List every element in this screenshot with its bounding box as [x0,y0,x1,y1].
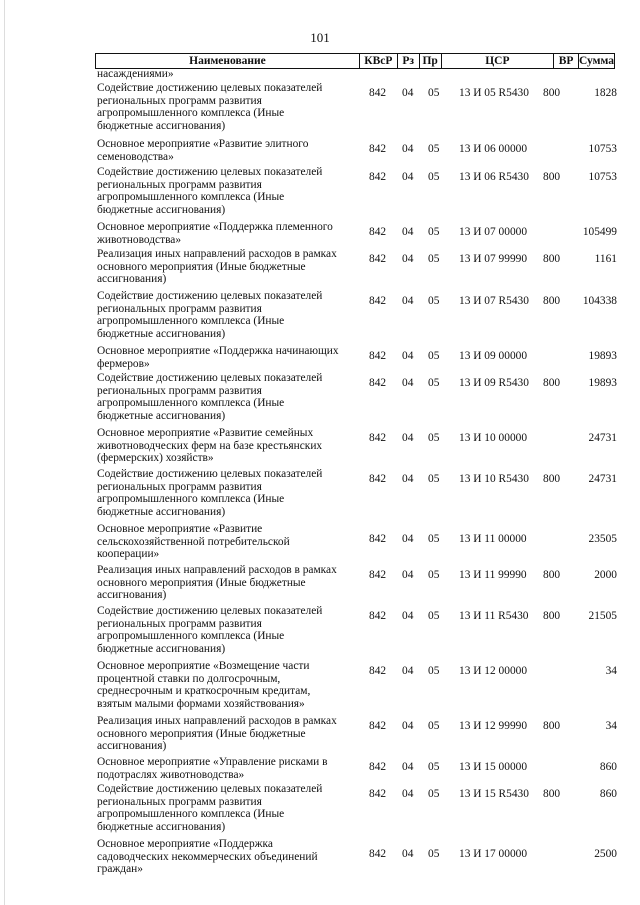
row-name: Содействие достижению целевых показателей региональных программ развития агропромышленного комплекса (Иные бюджетные ассигнования) [97,783,323,833]
row-name: Содействие достижению целевых показателей региональных программ развития агропромышленного комплекса (Иные бюджетные ассигнования) [97,372,323,422]
row-csr: 13 И 10 R5430 [459,473,529,485]
row-name: Основное мероприятие «Развитие сельскохозяйственной потребительской кооперации» [97,523,290,560]
row-vr: 800 [543,610,561,622]
row-rz: 04 [402,533,414,545]
row-kvsr: 842 [369,848,387,860]
row-pr: 05 [428,432,440,444]
row-pr: 05 [428,610,440,622]
row-kvsr: 842 [369,295,387,307]
row-rz: 04 [402,253,414,265]
row-rz: 04 [402,761,414,773]
row-rz: 04 [402,432,414,444]
row-vr: 800 [543,87,561,99]
row-rz: 04 [402,87,414,99]
row-rz: 04 [402,350,414,362]
row-sum: 24731 [588,473,617,485]
row-sum: 104338 [582,295,617,307]
row-pr: 05 [428,253,440,265]
row-kvsr: 842 [369,720,387,732]
row-kvsr: 842 [369,350,387,362]
row-rz: 04 [402,143,414,155]
row-csr: 13 И 07 99990 [459,253,528,265]
row-rz: 04 [402,720,414,732]
row-vr: 800 [543,569,561,581]
table-header [95,53,615,69]
row-kvsr: 842 [369,761,387,773]
row-kvsr: 842 [369,610,387,622]
header-rz: Рз [398,54,420,68]
row-sum: 24731 [588,432,617,444]
row-vr: 800 [543,171,561,183]
row-name: Основное мероприятие «Управление рисками в подотраслях животноводства» [97,756,328,781]
row-sum: 34 [605,665,617,677]
row-sum: 860 [599,788,617,800]
row-pr: 05 [428,761,440,773]
row-sum: 1161 [594,253,617,265]
row-pr: 05 [428,665,440,677]
row-kvsr: 842 [369,473,387,485]
row-csr: 13 И 17 00000 [459,848,528,860]
row-sum: 2500 [594,848,617,860]
row-csr: 13 И 11 99990 [459,569,527,581]
header-kvsr: КВсР [360,54,398,68]
row-kvsr: 842 [369,533,387,545]
row-vr: 800 [543,377,561,389]
row-csr: 13 И 15 00000 [459,761,528,773]
row-sum: 21505 [588,610,617,622]
row-sum: 23505 [588,533,617,545]
row-kvsr: 842 [369,143,387,155]
row-sum: 10753 [588,171,617,183]
row-sum: 860 [599,761,617,773]
row-pr: 05 [428,226,440,238]
row-sum: 105499 [582,226,617,238]
row-sum: 19893 [588,350,617,362]
row-name: Реализация иных направлений расходов в рамках основного мероприятия (Иные бюджетные ассигнования) [97,715,337,752]
row-name: Содействие достижению целевых показателей региональных программ развития агропромышленного комплекса (Иные бюджетные ассигнования) [97,82,323,132]
row-pr: 05 [428,788,440,800]
header-sum: Сумма [579,55,614,67]
row-sum: 10753 [588,143,617,155]
row-kvsr: 842 [369,788,387,800]
row-kvsr: 842 [369,226,387,238]
row-rz: 04 [402,473,414,485]
row-kvsr: 842 [369,253,387,265]
page-number: 101 [310,30,330,45]
row-csr: 13 И 15 R5430 [459,788,529,800]
row-csr: 13 И 09 R5430 [459,377,529,389]
row-csr: 13 И 12 99990 [459,720,528,732]
row-rz: 04 [402,848,414,860]
row-name: Основное мероприятие «Поддержка начинающих фермеров» [97,345,339,370]
row-csr: 13 И 10 00000 [459,432,528,444]
row-csr: 13 И 11 00000 [459,533,527,545]
row-rz: 04 [402,788,414,800]
row-pr: 05 [428,473,440,485]
row-kvsr: 842 [369,377,387,389]
row-pr: 05 [428,87,440,99]
row-csr: 13 И 12 00000 [459,665,528,677]
scan-margin-line [4,0,5,905]
row-rz: 04 [402,665,414,677]
row-pr: 05 [428,143,440,155]
row-csr: 13 И 11 R5430 [459,610,529,622]
row-name: Основное мероприятие «Развитие элитного семеноводства» [97,138,309,163]
row-kvsr: 842 [369,665,387,677]
row-csr: 13 И 09 00000 [459,350,528,362]
row-csr: 13 И 07 R5430 [459,295,529,307]
row-name: Реализация иных направлений расходов в рамках основного мероприятия (Иные бюджетные ассигнования) [97,564,337,601]
header-csr: ЦСР [442,54,555,68]
row-csr: 13 И 06 R5430 [459,171,529,183]
row-pr: 05 [428,569,440,581]
row-name: Основное мероприятие «Развитие семейных животноводческих ферм на базе крестьянских (фермерских) хозяйств» [97,427,323,464]
row-name: Содействие достижению целевых показателей региональных программ развития агропромышленного комплекса (Иные бюджетные ассигнования) [97,166,323,216]
row-rz: 04 [402,295,414,307]
row-csr: 13 И 05 R5430 [459,87,529,99]
continuation-text: насаждениями» [97,68,174,80]
row-name: Содействие достижению целевых показателей региональных программ развития агропромышленного комплекса (Иные бюджетные ассигнования) [97,605,323,655]
header-pr: Пр [420,54,442,68]
row-kvsr: 842 [369,171,387,183]
row-name: Основное мероприятие «Поддержка садоводческих некоммерческих объединений граждан» [97,838,318,875]
row-rz: 04 [402,377,414,389]
row-pr: 05 [428,171,440,183]
row-pr: 05 [428,720,440,732]
row-name: Содействие достижению целевых показателей региональных программ развития агропромышленного комплекса (Иные бюджетные ассигнования) [97,468,323,518]
row-name: Реализация иных направлений расходов в рамках основного мероприятия (Иные бюджетные ассигнования) [97,248,337,285]
row-pr: 05 [428,848,440,860]
row-name: Содействие достижению целевых показателей региональных программ развития агропромышленного комплекса (Иные бюджетные ассигнования) [97,290,323,340]
row-pr: 05 [428,533,440,545]
row-pr: 05 [428,295,440,307]
row-vr: 800 [543,788,561,800]
row-sum: 2000 [594,569,617,581]
row-vr: 800 [543,473,561,485]
row-rz: 04 [402,610,414,622]
row-rz: 04 [402,226,414,238]
row-pr: 05 [428,350,440,362]
row-sum: 34 [605,720,617,732]
row-sum: 1828 [594,87,617,99]
row-csr: 13 И 07 00000 [459,226,528,238]
row-kvsr: 842 [369,432,387,444]
header-name: Наименование [96,54,360,68]
row-kvsr: 842 [369,87,387,99]
row-vr: 800 [543,253,561,265]
row-name: Основное мероприятие «Возмещение части процентной ставки по долгосрочным, среднесрочным и краткосрочным кредитам, взятым малыми формами хозяйствования» [97,660,311,710]
row-rz: 04 [402,569,414,581]
header-vr: ВР [554,54,579,68]
row-name: Основное мероприятие «Поддержка племенного животноводства» [97,221,333,246]
row-csr: 13 И 06 00000 [459,143,528,155]
row-sum: 19893 [588,377,617,389]
row-vr: 800 [543,295,561,307]
row-pr: 05 [428,377,440,389]
row-kvsr: 842 [369,569,387,581]
row-vr: 800 [543,720,561,732]
row-rz: 04 [402,171,414,183]
